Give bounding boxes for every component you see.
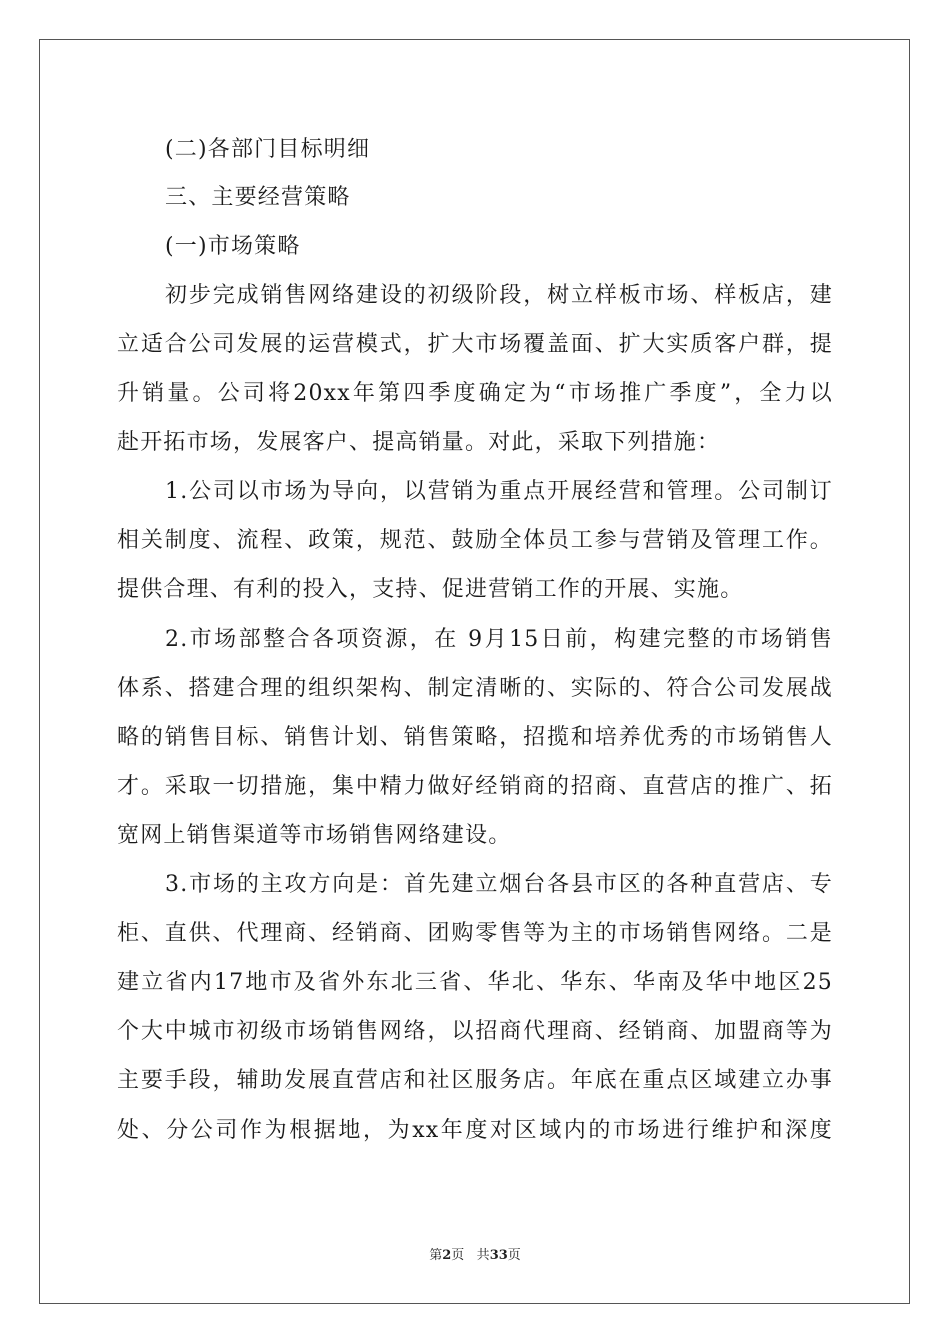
paragraph-line: 3.市场的主攻方向是：首先建立烟台各县市区的各种直营店、专 [165,872,833,897]
paragraph-line: 相关制度、流程、政策，规范、鼓励全体员工参与营销及管理工作。 [117,528,833,553]
paragraph-line: 才。采取一切措施，集中精力做好经销商的招商、直营店的推广、拓 [117,774,833,799]
page-footer [0,1248,950,1264]
paragraph-line: 建立省内17地市及省外东北三省、华北、华东、华南及华中地区25 [117,970,833,995]
paragraph-line: 提供合理、有利的投入，支持、促进营销工作的开展、实施。 [117,577,744,602]
paragraph-line: 体系、搭建合理的组织架构、制定清晰的、实际的、符合公司发展战 [117,676,833,701]
paragraph-line: 处、分公司作为根据地，为xx年度对区域内的市场进行维护和深度 [117,1118,833,1143]
heading-business-strategy: 三、主要经营策略 [165,185,351,210]
paragraph-line: 略的销售目标、销售计划、销售策略，招揽和培养优秀的市场销售人 [117,725,833,750]
paragraph-line: 赴开拓市场，发展客户、提高销量。对此，采取下列措施： [117,430,721,455]
heading-market-strategy: (一)市场策略 [165,234,301,259]
footer-total-suffix: 页 [507,1248,521,1263]
paragraph-line: 1.公司以市场为导向，以营销为重点开展经营和管理。公司制订 [165,479,833,504]
paragraph-line: 立适合公司发展的运营模式，扩大市场覆盖面、扩大实质客户群，提 [117,332,833,357]
paragraph-line: 柜、直供、代理商、经销商、团购零售等为主的市场销售网络。二是 [117,921,833,946]
footer-page-suffix: 页 [451,1248,465,1263]
paragraph-line: 升销量。公司将20xx年第四季度确定为“市场推广季度”，全力以 [117,381,833,406]
paragraph-line: 个大中城市初级市场销售网络，以招商代理商、经销商、加盟商等为 [117,1019,833,1044]
paragraph-line: 初步完成销售网络建设的初级阶段，树立样板市场、样板店，建 [165,283,833,308]
paragraph-line: 2.市场部整合各项资源，在 9月15日前，构建完整的市场销售 [165,627,833,652]
paragraph-line: 宽网上销售渠道等市场销售网络建设。 [117,823,512,848]
footer-page-number: 2 [442,1248,452,1263]
heading-department-targets: (二)各部门目标明细 [165,137,371,162]
footer-total-pages: 33 [489,1248,508,1263]
page-border [39,39,910,1304]
footer-total-prefix: 共 [476,1248,490,1263]
paragraph-line: 主要手段，辅助发展直营店和社区服务店。年底在重点区域建立办事 [117,1068,833,1093]
footer-page-prefix: 第 [429,1248,443,1263]
